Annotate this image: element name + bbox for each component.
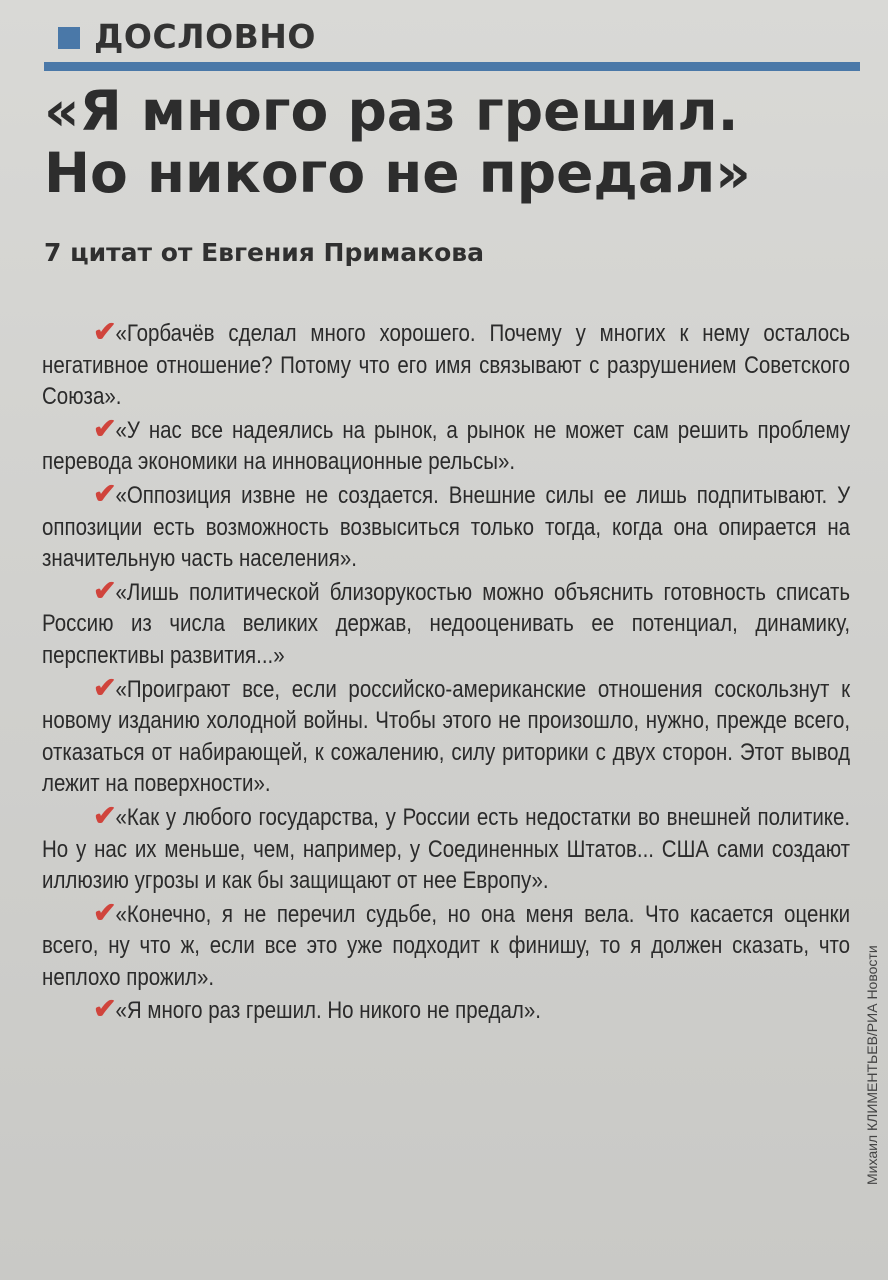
quote-item [42, 575, 850, 672]
quote-text: «У нас все надеялись на рынок, а рынок не может сам решить проблему перевода экономики на инновационные рельсы». [42, 416, 851, 476]
quote-item [42, 672, 850, 800]
check-icon: ✔ [92, 574, 117, 606]
quote-text: «Лишь политической близорукостью можно объяснить готовность списать Россию из числа великих держав, недооценивать ее потенциал, динамику, перспективы развития...» [42, 578, 851, 669]
check-icon: ✔ [92, 671, 117, 703]
headline-line-2: Но никого не предал» [44, 141, 751, 205]
check-icon: ✔ [92, 477, 117, 509]
check-icon: ✔ [92, 896, 117, 928]
quote-text: «Конечно, я не перечил судьбе, но она меня вела. Что касается оценки всего, ну что ж, если все это уже подходит к финишу, то я должен сказать, что неплохо прожил». [42, 900, 851, 991]
headline-line-1: «Я много раз грешил. [44, 79, 739, 143]
quotes-list [42, 316, 851, 1027]
quote-item [42, 897, 850, 994]
quote-item [42, 993, 850, 1027]
quote-item [42, 316, 850, 413]
quote-text: «Оппозиция извне не создается. Внешние силы ее лишь подпитывают. У оппозиции есть возможность возвыситься только тогда, когда она опирается на значительную часть населения». [42, 481, 851, 573]
quote-item [42, 800, 850, 897]
headline [44, 80, 854, 204]
rubric [58, 16, 316, 56]
rubric-square-icon [58, 27, 80, 49]
rubric-divider [44, 62, 860, 71]
quote-item [42, 413, 850, 478]
quote-text: «Я много раз грешил. Но никого не предал». [115, 997, 541, 1025]
quote-text: «Как у любого государства, у России есть недостатки во внешней политике. Но у нас их меньше, чем, например, у Соединенных Штатов... США сами создают иллюзию угрозы и как бы защищают от нее Европу». [42, 803, 851, 895]
check-icon: ✔ [92, 993, 117, 1025]
check-icon: ✔ [92, 316, 117, 347]
quote-item [42, 478, 850, 575]
check-icon: ✔ [92, 799, 117, 831]
quote-text: «Проиграют все, если российско-американские отношения соскользнут к новому изданию холодной войны. Чтобы этого не произошло, нужно, прежде всего, отказаться от набирающей, к сожалению, силу риторики с двух сторон. Этот вывод лежит на поверхности». [42, 675, 851, 798]
subheadline: 7 цитат от Евгения Примакова [44, 238, 485, 267]
quote-text: «Горбачёв сделал много хорошего. Почему у многих к нему осталось негативное отношение? Потому что его имя связывают с разрушением Советского Союза». [42, 320, 851, 411]
check-icon: ✔ [92, 412, 117, 444]
photo-credit: Михаил КЛИМЕНТЬЕВ/РИА Новости [864, 945, 880, 1185]
rubric-label: ДОСЛОВНО [94, 16, 316, 56]
